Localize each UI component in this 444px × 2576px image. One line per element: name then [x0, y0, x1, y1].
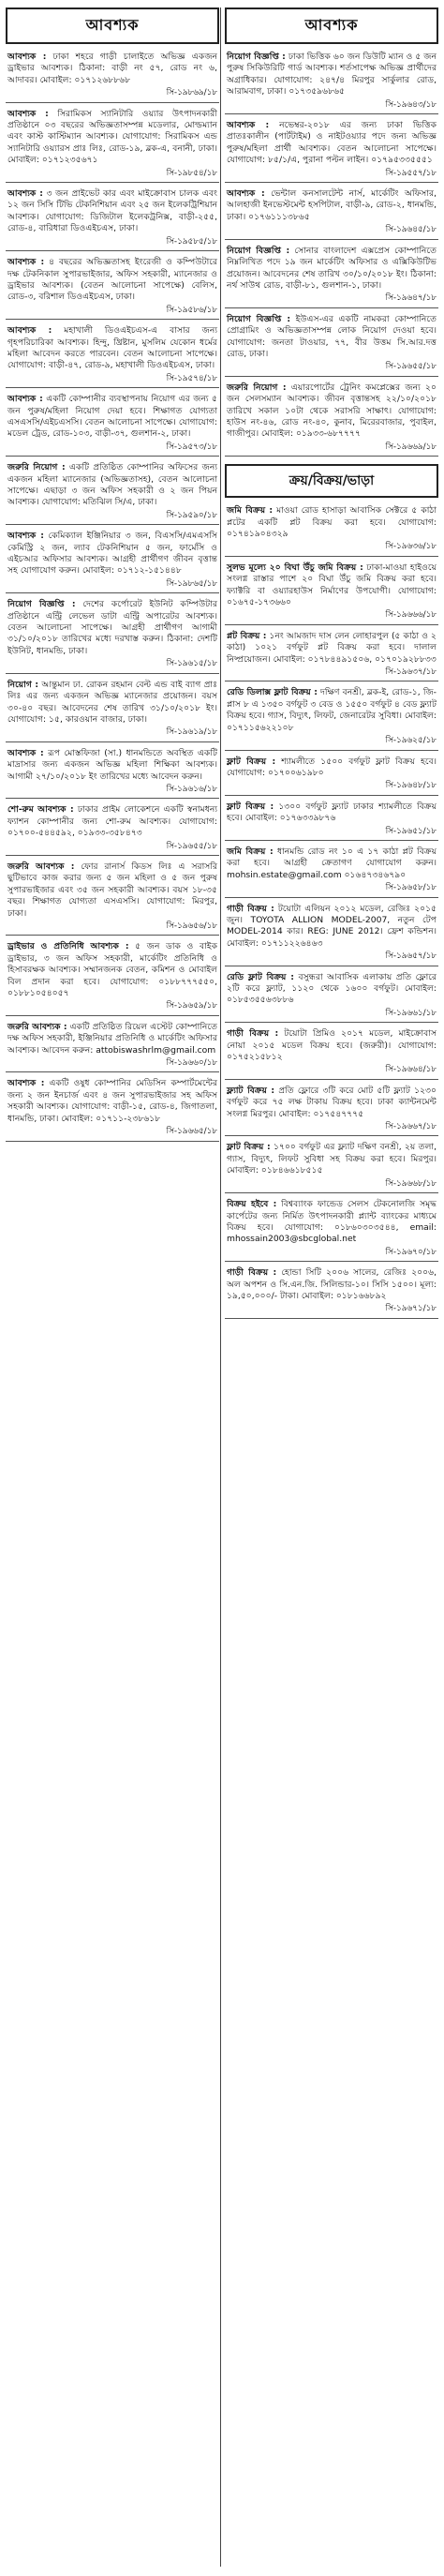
ad-body-text: ইউএস-এর একটি নামকরা কোম্পানিতে প্রোগ্রামিং ও অভিজ্ঞতাসম্পন্ন লোক নিয়োগ দেওয়া হবে। যোগাযোগ: জনতা টাওয়ার, ৭৭, বীর উত্তম সি.আর.দত্ত রোড, ঢাকা। [227, 313, 437, 359]
ad-separator [225, 307, 438, 308]
ad-lead-label: আবশ্যক : [227, 120, 270, 131]
ad-reference-code: সি-১৯৫৭৩/১৮ [166, 442, 217, 452]
ad-reference-code: সি-১৯৫৮৬/১৮ [166, 305, 217, 315]
ad-reference-code: সি-১৯৬৫৫/১৮ [385, 362, 437, 372]
ad-separator [225, 750, 438, 751]
ad-lead-label: আবশ্যক : [7, 1078, 45, 1089]
ad-lead-label: সুলভ মূল্যে ২০ বিঘা উঁচু জমি বিক্রয় : [227, 562, 363, 573]
ad-separator [6, 741, 219, 742]
ad-lead-label: ড্রাইভার ও প্রতিনিধি আবশ্যক : [7, 941, 129, 952]
ad-body-text: শ্যামলীতে ১৫০০ বর্গফুট ফ্লাট বিক্রয় হবে। যোগাযোগ: ০১৭০০৬১৯৮০ [227, 756, 437, 778]
ad-body-text: নভেম্বর-২০১৮ এর জন্য ঢাকা ভিত্তিক প্রাতঃকালীন (পার্টটাইম) ও নাইটওয়্যার পদে জন্য অভিজ্ঞ পুরুষ/মহিলা প্রার্থী আবশ্যক। বেতন আলোচনা সাপেক্ষে। যোগাযোগ: ৮৫/১/এ, পুরানা পল্টন লাইন। ০১৭৯৫৩৩৫৫৫১ [227, 120, 437, 166]
ad-separator [225, 1135, 438, 1136]
classified-ad [6, 746, 219, 796]
ad-body-text: ১৭০০ বর্গফুট এর ফ্ল্যাট দক্ষিণ বনশ্রী, ২য় তলা, গ্যাস, বিদ্যুৎ, লিফট সুবিধা সহ বিক্রয় করা হবে। মিরপুর। মোবাইল: ০১৮৪৬৬১৮৫১৫ [227, 1142, 437, 1176]
ad-separator [6, 1141, 219, 1142]
ad-reference-code: সি-১৯৬২৫/১৮ [385, 736, 437, 746]
ad-separator [225, 239, 438, 240]
ad-body-text: দক্ষিণ বনশ্রী, ব্লক-ই, রোড-১, জি-প্লাস ৮ এ ১৩৫০ বর্গফুট ৩ বেড ও ১৫৫০ বর্গফুট ৪ বেড ফ্ল্যাট বিক্রয় হবে। গ্যাস, বিদ্যুৎ, লিফট, জেনারেটর সুবিধা। মোবাইল: ০১৭১১৫৬২২১০৮ [227, 687, 437, 733]
classified-ad [225, 503, 438, 553]
ad-lead-label: নিয়োগ বিজ্ঞপ্তি : [227, 313, 291, 324]
classified-ad [6, 392, 219, 453]
ad-body-text: টয়োটা এলিয়ন ২০১২ মডেল, রেজিঃ ২০১৫ জুন। TOYOTA ALLION MODEL-2007, নতুন টেপ MODEL-2014 কার। REG: JUNE 2012। ফ্রেশ কন্ডিশন। মোবাইল: ০১৭১১২২৬৪৬৩ [227, 903, 437, 949]
ad-separator [6, 1015, 219, 1016]
ad-lead-label: জমি বিক্রয় : [227, 846, 274, 857]
classified-ad [225, 187, 438, 236]
ad-body-text: টয়োটা প্রিমিও ২০১৭ মডেল, মাইক্রোবাস নোয়া ২০১৫ মডেল বিক্রয় হবে। (জরুরী)। যোগাযোগ: ০১৭৫২১৫৮১২ [227, 1028, 437, 1063]
ad-separator [6, 387, 219, 388]
ad-lead-label: বিক্রয় হইবে : [227, 1199, 277, 1210]
classified-ad [6, 255, 219, 316]
ad-lead-label: গাড়ী বিক্রয় : [227, 1267, 277, 1279]
ad-lead-label: নিয়োগ বিজ্ঞপ্তি : [227, 52, 286, 62]
ad-lead-label: নিয়োগ বিজ্ঞপ্তি : [7, 599, 76, 610]
ad-separator [225, 897, 438, 898]
ad-reference-code: সি-১৯৫৯০/১৮ [166, 510, 217, 520]
ad-separator [225, 556, 438, 557]
ad-reference-code: সি-১৯৬৩৬/১৮ [385, 542, 437, 552]
ad-separator [6, 456, 219, 457]
ad-body-text: হোন্ডা সিটি ২০০৬ সালের, রেজিঃ ২০০৬, অল অপশন ও সি.এন.জি. সিলিন্ডার-১০। সিসি ১৫০০। মূল্য: ১৯,৫০,০০০/- টাকা। মোবাইল: ০১৮১৬৬৮৯২ [227, 1267, 437, 1301]
section-header-wanted-right: আবশ্যক [225, 7, 438, 44]
classified-ad [225, 1140, 438, 1190]
ad-separator [6, 798, 219, 799]
ad-reference-code: সি-১৯৬৬৬/১৮ [385, 610, 437, 621]
ad-reference-code: সি-১৯৬৫১/১৮ [385, 826, 437, 836]
ad-lead-label: জরুরি আবশ্যক : [7, 861, 75, 872]
ad-body-text: একটি প্রতিষ্ঠিত রিয়েল এস্টেট কোম্পানিতে দক্ষ অফিস সহকারী, ইঞ্জিনিয়ার প্রতিনিধি ও মার্কেটিং অফিসার আবশ্যক। আবেদন করুন: attobiswashrlm@gmail.com [7, 1021, 217, 1056]
classified-ad [225, 1266, 438, 1315]
classified-ad [6, 1020, 219, 1070]
ad-body-text: ৫ জন ডাক ও বাইক ড্রাইভার, ৩ জন অফিস সহকারী, মার্কেটিং প্রতিনিধি ও হিসাবরক্ষক আবশ্যক। সম্মানজনক বেতন, কমিশন ও মোবাইল বিল প্রদান করা হবে। যোগাযোগ: ০১৮৮৭৭৭৫৫০, ০১৮৮১০৫৪০৫৭ [7, 941, 218, 999]
ad-lead-label: আবশ্যক : [7, 747, 44, 758]
classified-ad [6, 460, 219, 521]
classified-ad [6, 1076, 219, 1137]
ad-reference-code: সি-১৯৬১৫/১৮ [166, 659, 217, 669]
ad-lead-label: আবশ্যক : [7, 188, 43, 200]
ad-reference-code: সি-১৯৬৫৬/১৮ [166, 921, 217, 931]
ad-separator [225, 113, 438, 114]
ad-reference-code: সি-১৯৮৬৯/১৮ [166, 88, 217, 98]
section-header-wanted: আবশ্যক [6, 7, 219, 44]
ad-reference-code: সি-১৯৮৬৫/১৮ [166, 578, 217, 589]
ad-reference-code: সি-১৯৬৪৩/১৮ [385, 99, 437, 110]
section-header-buy-sell-rent: ক্রয়/বিক্রয়/ভাড়া [225, 464, 438, 498]
classified-ad [6, 50, 219, 99]
ad-reference-code: সি-১৯৬৬৮/১৮ [385, 1178, 437, 1189]
ad-body-text: ঢাকা-মাওয়া হাইওয়ে সংলগ্ন রাস্তার পাশে ২০ বিঘা উঁচু জমি বিক্রয় করা হবে। ফ্যাক্টরি বা ওয়্যারহাউস নির্মাণের উপযোগী। যোগাযোগ: ০১৬৭৫-১৭৩৬৬০ [227, 562, 437, 608]
ad-separator [225, 182, 438, 183]
ad-reference-code: সি-১৯৬৩৭/১৮ [385, 667, 437, 678]
ad-body-text: মাওয়া রোড হাসাড়া আবাসিক সেক্টরে ৫ কাঠা প্লটের একটি প্লট বিক্রয় করা হবে। যোগাযোগ: ০১৭৪১৯০৪৩২৯ [227, 505, 437, 539]
ad-body-text: ৩ জন প্রাইভেট কার এবং মাইক্রোবাস চালক এবং ১২ জন সিসি টিভি টেকনিশিয়ান এবং ২৫ জন ইলেকট্রিশিয়ান আবশ্যক। যোগাযোগ: ডিজিটাল ইলেকট্রনিক্স, বাড়ী-২৫৫, রোড-৪, বারিধারা ডিওএইচএস, ঢাকা। [7, 188, 217, 234]
ad-lead-label: আবশ্যক : [227, 188, 265, 200]
ad-lead-label: জরুরি নিয়োগ : [7, 462, 66, 473]
ad-separator [225, 456, 438, 457]
classified-ad [6, 860, 219, 932]
classified-ad [225, 970, 438, 1020]
ad-body-text: কেমিক্যাল ইঞ্জিনিয়ার ৩ জন, বিএসসি/এমএসসি কেমিস্ট্রি ২ জন, ল্যাব টেকনিশিয়ান ৫ জন, ফার্মেসি ও এইচআর অফিসার আবশ্যক। আগ্রহী প্রার্থীগণ জীবন বৃত্তান্ত সহ যোগাযোগ করুন। মোবাইল: ০১৭১২-১৫১৪৪৮ [7, 531, 217, 577]
ad-lead-label: আবশ্যক : [7, 325, 52, 337]
classified-ad [6, 939, 219, 1011]
ad-reference-code: সি-১৯৬৫৭/১৮ [385, 951, 437, 962]
ad-separator [6, 935, 219, 936]
ad-reference-code: সি-১৯৬৬৯/১৮ [385, 442, 437, 452]
ad-reference-code: সি-১৯৫৭৪/১৮ [166, 373, 217, 383]
ad-reference-code: সি-১৯৫৮৫/১৮ [166, 236, 217, 247]
ad-separator [6, 102, 219, 103]
classified-ad [225, 1084, 438, 1133]
ad-lead-label: জমি বিক্রয় : [227, 505, 274, 517]
ad-body-text: ধানমন্ডি রোড নং ১০ এ ১৭ কাঠা প্লট বিক্রয় করা হবে। আগ্রহী ক্রেতাগণ যোগাযোগ করুন। mohsin.estate@gmail.com ০১৬৪৭৩৪৬৭৯০ [227, 846, 437, 880]
ad-separator [6, 855, 219, 856]
right-column [225, 7, 438, 1323]
ad-reference-code: সি-১৯৬৫৮/১৮ [385, 883, 437, 893]
ad-lead-label: আবশ্যক : [7, 52, 47, 62]
ad-body-text: এয়ারপোর্টের ট্রেনিং কমপ্লেক্সের জন্য ২০ জন সেলসম্যান আবশ্যক। জীবন বৃত্তান্তসহ ২২/১০/২০১৮ তারিখে সকাল ১০টা থেকে সরাসরি সাক্ষাৎ। যোগাযোগ: হাউস নং-৪৬, রোড নং-৪০, কুনাব, মিরেরবাজার, পুবাইল, গাজীপুর। মোবাইল: ০১৯৩৩-৬৮৭৭৭৭ [227, 382, 437, 440]
ad-lead-label: প্লট বিক্রয় : [227, 630, 267, 641]
ad-separator [6, 673, 219, 674]
classified-ad [225, 755, 438, 792]
ad-separator [6, 182, 219, 183]
classified-ad [225, 381, 438, 453]
classified-ad [225, 800, 438, 837]
ad-reference-code: সি-১৯৬৬১/১৮ [385, 1008, 437, 1018]
classified-ad [6, 187, 219, 247]
ad-lead-label: ফ্লাট বিক্রয় : [227, 756, 276, 767]
ad-lead-label: ফ্লাট বিক্রয় : [227, 1142, 271, 1153]
ad-reference-code: সি-১৯৮৫৪/১৮ [166, 168, 217, 178]
ad-separator [225, 376, 438, 377]
classified-ad [225, 244, 438, 305]
ad-lead-label: নিয়োগ : [7, 679, 39, 690]
ad-separator [225, 840, 438, 841]
ad-body-text: রূপ মোস্তফিজা (সা.) ধানমন্ডিতে অবস্থিত একটি মাদ্রাসার জন্য একজন অভিজ্ঞ মহিলা শিক্ষিকা আবশ্যক। আগামী ২৭/১০/২০১৮ ইং তারিখের মধ্যে আবেদন করুন। [7, 747, 217, 782]
ad-reference-code: সি-১৯৬৫৫/১৮ [166, 841, 217, 851]
ad-reference-code: সি-১৯৬৪৮/১৮ [385, 781, 437, 791]
ad-lead-label: রেডি ডিলাক্স ফ্লাট বিক্রয় : [227, 687, 318, 698]
classified-ad [225, 1197, 438, 1258]
ad-separator [6, 592, 219, 593]
ad-reference-code: সি-১৯৬৪৭/১৮ [385, 293, 437, 304]
ad-reference-code: সি-১৯৬৭১/১৮ [385, 1304, 437, 1314]
right-ads-list [225, 50, 438, 457]
ad-body-text: ১নং আমজাদ দাস লেন লোহারপুল (৫ কাঠা ও ২ কাঠা) ১০২১ বর্গফুট প্লট বিক্রয় করা হবে। দালাল নিষ্প্রয়োজন। মোবাইল: ০১৭৮৪৪৯১৫০৬, ০১৭০১৯২৮৮৩৩ [227, 630, 437, 665]
classified-ad [225, 902, 438, 963]
ad-lead-label: গাড়ী বিক্রয় : [227, 1028, 279, 1040]
classified-ad [225, 629, 438, 679]
classified-ad [6, 529, 219, 590]
ad-separator [6, 524, 219, 525]
ad-separator [6, 250, 219, 251]
ad-separator [225, 1192, 438, 1193]
ad-body-text: ঢাকা শহরে গাড়ী চালাইতে অভিজ্ঞ একজন ড্রাইভার আবশ্যক। ঠিকানা: বাড়ী নং ৫৭, রোড নং ৬, আদাবর। মোবাইল: ০১৭১২৬৮৮৬৮ [7, 52, 218, 85]
ad-reference-code: সি-১৯৬৬০/১৮ [166, 1058, 217, 1069]
classified-ad [6, 597, 219, 669]
classified-ad [225, 118, 438, 179]
ad-body-text: আন্তুমান ঢা. রোকন রহমান বেল্ট এন্ড বাই ব্যাগ প্রাঃ লিঃ এর জন্য একজন অভিজ্ঞ ম্যানেজার প্রয়োজন। বয়স ৩০-৪০ বছর। আবেদনের শেষ তারিখ ৩১/১০/২০১৮ ইং। যোগাযোগ: ১৫, কারওয়ান বাজার, ঢাকা। [7, 679, 217, 725]
column-divider [220, 7, 221, 2567]
ad-reference-code: সি-১৯৫৫৭/১৮ [385, 168, 437, 178]
ad-body-text: বিশ্বব্যাংক ফান্ডেড সেলস টেকনোলজি সমৃদ্ধ কার্পেটের জন্য নির্মিত উৎপাদনকারী প্ল্যান্ট ব্যাংকের মাধ্যমে বিক্রয় হবে। যোগাযোগ: ০১৮৬০৩০৩৫৪৪, email: mhossain2003@sbcglobal.net [227, 1199, 437, 1245]
buy-sell-ads-list [225, 503, 438, 1319]
ad-body-text: বসুন্ধরা আবাসিক এলাকায় প্রতি ফ্লোরে ২টি করে ফ্ল্যাট, ১১২০ থেকে ১৬০০ বর্গফুট। মোবাইল: ০১৮৫৩৫৫৬৩৮৮৬ [227, 971, 437, 1006]
ad-separator [225, 1022, 438, 1023]
classified-ad [225, 685, 438, 746]
classified-ad [6, 323, 219, 384]
ad-separator [225, 1079, 438, 1080]
ad-body-text: সোনার বাংলাদেশ এক্সপ্রেস কোম্পানিতে নিম্নলিখিত পদে ১৯ জন মার্কেটিং অফিসার ও এক্সিকিউটিভ প্রয়োজন। আবেদনের শেষ তারিখ ৩০/১০/২০১৮ ইং। ঠিকানা: নর্থ সাউথ রোড, বাড়ী-৮১, গুলশান-১, ঢাকা। [227, 245, 437, 291]
ad-reference-code: সি-১৯৬৭০/১৮ [385, 1247, 437, 1257]
classified-ad [6, 678, 219, 739]
ad-reference-code: সি-১৯৬৬৭/১৮ [385, 1122, 437, 1132]
ad-lead-label: জরুরি আবশ্যক : [7, 1021, 67, 1032]
ad-lead-label: নিয়োগ বিজ্ঞপ্তি : [227, 245, 290, 256]
classified-ad [225, 50, 438, 111]
ad-body-text: ঢাকার প্রাইম লোকেশনে একটি স্বনামধন্য ফ্যাশন কোম্পানীর জন্য শো-রুম আবশ্যক। যোগাযোগ: ০১৭০০-৫৪৪৫৯২, ০১৯৩৩-৩৫৮৪৭৩ [7, 804, 217, 839]
ad-body-text: মহাখালী ডিওএইচএস-এ বাসার জন্য গৃহপরিচারিকা আবশ্যক। হিন্দু, খ্রিষ্টান, মুসলিম যেকোন ধর্মের মহিলা আবেদন করতে পারবেন। বেতন আলোচনা সাপেক্ষে। যোগাযোগ: বাড়ী-৪৭, রোড-৯, মহাখালী ডিওএইচএস, ঢাকা। [7, 325, 218, 371]
ad-body-text: ভেন্টাল কনসালটেন্ট নার্স, মার্কেটিং অফিসার, আলহাজী ইনভেস্টমেন্ট হসপিটাল, বাড়ী-৯, রোড-২, ধানমন্ডি, ঢাকা। ০১৭৬১১১৩৮৬৫ [227, 188, 437, 222]
ad-body-text: দেশের কর্পোরেট ইউনিট কম্পিউটার প্রতিষ্ঠানে এন্ট্রি লেভেল ডাটা এন্ট্রি অপারেটর আবশ্যক। বেতন আলোচনা সাপেক্ষে। আগ্রহী প্রার্থীগণ আগামী ৩১/১০/২০১৮ তারিখের মধ্যে দরখাস্ত করুন। ঠিকানা: দেশটি ইউনিট, ধানমন্ডি, ঢাকা। [7, 599, 217, 656]
ad-lead-label: শো-রুম আবশ্যক : [7, 804, 74, 816]
classified-ad [225, 312, 438, 373]
left-ads-list [6, 50, 219, 1142]
ad-separator [225, 624, 438, 625]
ad-lead-label: রেডি ফ্লাট বিক্রয় : [227, 971, 294, 982]
left-column [6, 7, 219, 1146]
ad-separator [6, 1071, 219, 1072]
classified-ad [225, 561, 438, 622]
ad-lead-label: আবশ্যক : [7, 108, 49, 119]
ad-reference-code: সি-১৯৬৫৯/১৮ [166, 1001, 217, 1011]
ad-body-text: ফোর রানার্স কিডস লিঃ এ সরাসরি ছুটিভাবে কাজ করার জন্য ৫ জন মহিলা ও ৫ জন পুরুষ সুপারভাইজার এবং ৩৫ জন সহকারী আবশ্যক। বয়স ১৮-৩৫ বছর। শিক্ষাগত যোগ্যতা এসএসসি। যোগাযোগ: মিরপুর, ঢাকা। [7, 861, 217, 919]
ad-body-text: প্রতি ফ্লোরে ৩টি করে মোট ৫টি ফ্ল্যাট ১২৩০ বর্গফুট করে ৭৫ লক্ষ টাকায় বিক্রয় হবে। ঢাকা ক্যান্টনমেন্ট সংলগ্ন মিরপুর। মোবাইল: ০১৭৫৪৭৭৭৫ [227, 1085, 437, 1119]
ad-lead-label: ফ্ল্যাট বিক্রয় : [227, 1085, 275, 1096]
ad-reference-code: সি-১৯৬৬৫/১৮ [166, 1127, 217, 1137]
ad-lead-label: আবশ্যক : [7, 257, 45, 268]
ad-body-text: সিরামিকস স্যানিটারি ওয়্যার উৎপাদনকারী প্রতিষ্ঠানে ০৩ বছরের অভিজ্ঞতাসম্পন্ন মডেলার, মোল্ডম্যান এবং কাস্ট কাস্টিম্যান আবশ্যক। যোগাযোগ: সিরামিকস এন্ড স্যানিটারি ওয়্যারস প্রাঃ লিঃ, রোড-১৯, ব্লক-এ, বনানী, ঢাকা। মোবাইল: ০১৭১২৩৫৬৭১ [7, 108, 217, 166]
ad-separator [225, 795, 438, 796]
ad-body-text: একটি প্রতিষ্ঠিত কোম্পানির অফিসের জন্য একজন মহিলা ম্যানেজার (অভিজ্ঞতাসহ), বেতন আলোচনা সাপেক্ষে। এছাড়া ৩ জন অফিস সহকারী ও ২ জন পিয়ন আবশ্যক। যোগাযোগ: মতিঝিল সি/এ, ঢাকা। [7, 462, 217, 508]
ad-body-text: একটি ওষুধ কোম্পানির মেডিসিন কম্পার্টমেন্টের জন্য ২ জন ইনচার্জ এবং ৪ জন সুপারভাইজার সহ অফিস সহকারী আবশ্যক। যোগাযোগ: বাড়ী-১৫, রোড-৪, জিগাতলা, ধানমন্ডি, ঢাকা। মোবাইল: ০১৭১১-২৩৮৬১৮ [7, 1078, 217, 1124]
ad-lead-label: আবশ্যক : [7, 531, 44, 542]
ad-separator [6, 319, 219, 320]
ad-separator [225, 1261, 438, 1262]
ad-reference-code: সি-১৯৬১৯/১৮ [166, 727, 217, 738]
ad-lead-label: ফ্লাট বিক্রয় : [227, 801, 274, 812]
ad-body-text: একটি কোম্পানীর ব্যবস্থাপনায় নিয়োগ এর জন্য ৫ জন পুরুষ/মহিলা নিয়োগ দেয়া হবে। শিক্ষাগত যোগ্যতা এসএসসি/এইচএসসি। বেতন আলোচনা সাপেক্ষে। যোগাযোগ: মডেল ট্রেড, রোড-১০৩, বাড়ী-৩৭, গুলশান-২, ঢাকা। [7, 394, 218, 440]
ad-separator [225, 1318, 438, 1319]
classified-ad [6, 107, 219, 179]
ad-body-text: ঢাকা ভিত্তিক ৬০ জন ডিউটি ম্যান ও ৫ জন পুরুষ সিকিউরিটি গার্ড আবশ্যক। শর্তসাপেক্ষ অভিজ্ঞ প্রার্থীদের অগ্রাধিকার। যোগাযোগ: ২৪৭/৪ মিরপুর সার্কুলার রোড, আরামবাগ, ঢাকা। ০১৭৩৫৯৬৮৬৫ [227, 52, 437, 97]
ad-lead-label: জরুরি নিয়োগ : [227, 382, 287, 393]
classified-ad [6, 802, 219, 852]
ad-lead-label: গাড়ী বিক্রয় : [227, 903, 274, 914]
ad-reference-code: সি-১৯৬৬৪/১৮ [385, 1065, 437, 1075]
ad-reference-code: সি-১৯৬৪৫/১৮ [385, 225, 437, 235]
ad-reference-code: সি-১৯৬১৬/১৮ [166, 784, 217, 794]
ad-body-text: ৪ বছরের অভিজ্ঞতাসহ ইংরেজী ও কম্পিউটারে দক্ষ টেকনিকাল সুপারভাইজার, অফিস সহকারী, ম্যানেজার ও ড্রাইভার আবশ্যক। (বেতন আলোচনা সাপেক্ষে) বেলিস, রোড-৩, বরিশাল ডিওএইচএস, ঢাকা। [7, 257, 218, 303]
classified-ad [225, 1026, 438, 1076]
classified-ad [225, 845, 438, 894]
ad-body-text: ১৩০০ বর্গফুট ফ্ল্যাট ঢাকার শ্যামলীতে বিক্রয় হবে। মোবাইল: ০১৭৬৩৩৯৮৭৬ [227, 801, 437, 824]
ad-lead-label: আবশ্যক : [7, 394, 43, 405]
